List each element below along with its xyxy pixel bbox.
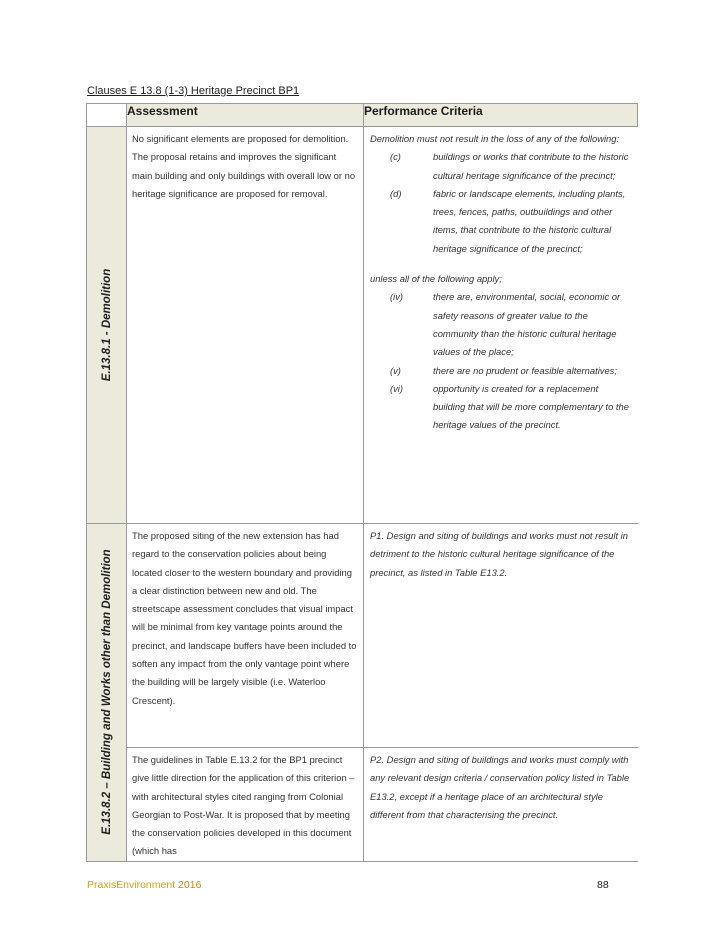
item-number: (v) [390, 364, 401, 376]
criteria-cell [364, 748, 638, 862]
criteria-cell [364, 127, 638, 524]
footer-year: 2016 [178, 879, 202, 891]
footer-brand [87, 879, 201, 891]
header-corner [87, 104, 127, 127]
item-number: (d) [390, 187, 402, 199]
assessment-text: The guidelines in Table E.13.2 for the BP1 precinct give little direction for the application of this criterion – with architectural styles cited ranging from Colonial Georgian to Post-War. It is proposed that by meeting the conservation policies developed in this document (which has [132, 754, 355, 857]
assessment-text: No significant elements are proposed for demolition. The proposal retains and improves the significant main building and only buildings with overall low or no heritage significance are proposed for removal. [132, 133, 356, 199]
list-item [370, 362, 632, 380]
item-number: (vi) [390, 382, 404, 394]
heritage-criteria-table [86, 103, 638, 862]
list-item [370, 380, 632, 435]
row-label-cell [87, 127, 127, 524]
item-text: there are no prudent or feasible alternatives; [433, 364, 617, 376]
page-title: Clauses E 13.8 (1-3) Heritage Precinct BP1 [87, 85, 300, 97]
criteria-text: P2. Design and siting of buildings and works must comply with any relevant design criteria / conservation policy listed in Table E13.2, except if a heritage place of an architectural style different from that characterising the precinct. [370, 754, 630, 820]
criteria-text: P1. Design and siting of buildings and works must not result in detriment to the historic cultural heritage significance of the precinct, as listed in Table E13.2. [370, 530, 628, 578]
criteria-unless: unless all of the following apply; [370, 273, 502, 285]
assessment-text: The proposed siting of the new extension has had regard to the conservation policies about being located closer to the western boundary and providing a clear distinction between new and old. The streetscape assessment concludes that visual impact will be minimal from key vantage points around the precinct, and landscape buffers have been included to soften any impact from the only vantage point where the building will be largely visible (i.e. Waterloo Crescent). [132, 530, 357, 706]
header-assessment: Assessment [127, 104, 364, 127]
table-row [87, 748, 638, 862]
item-text: fabric or landscape elements, including plants, trees, fences, paths, outbuildings and other items, that contribute to the historic cultural heritage significance of the precinct; [433, 187, 626, 254]
item-text: opportunity is created for a replacement building that will be more complementary to the heritage values of the precinct. [433, 382, 629, 431]
assessment-cell [127, 524, 364, 748]
item-text: there are, environmental, social, economic or safety reasons of greater value to the community than the historic cultural heritage values of the place; [433, 291, 621, 358]
row-label-cell [87, 524, 127, 862]
criteria-cell [364, 524, 638, 748]
assessment-cell [127, 748, 364, 862]
row-label-building-works: E.13.8.2 – Building and Works other than Demolition [100, 549, 113, 836]
list-item [370, 148, 632, 185]
page-number: 88 [597, 879, 609, 891]
header-performance: Performance Criteria [364, 104, 638, 127]
assessment-cell [127, 127, 364, 524]
list-item [370, 185, 632, 258]
row-label-demolition: E.13.8.1 - Demolition [100, 268, 113, 382]
table-row [87, 524, 638, 748]
criteria-intro: Demolition must not result in the loss of any of the following: [370, 133, 620, 144]
item-text: buildings or works that contribute to the historic cultural heritage significance of the precinct; [433, 151, 629, 181]
table-row [87, 127, 638, 524]
table-header-row [87, 104, 638, 127]
item-number: (c) [390, 151, 401, 163]
list-item [370, 288, 632, 361]
brand-name: PraxisEnvironment [87, 879, 176, 891]
item-number: (iv) [390, 291, 404, 303]
